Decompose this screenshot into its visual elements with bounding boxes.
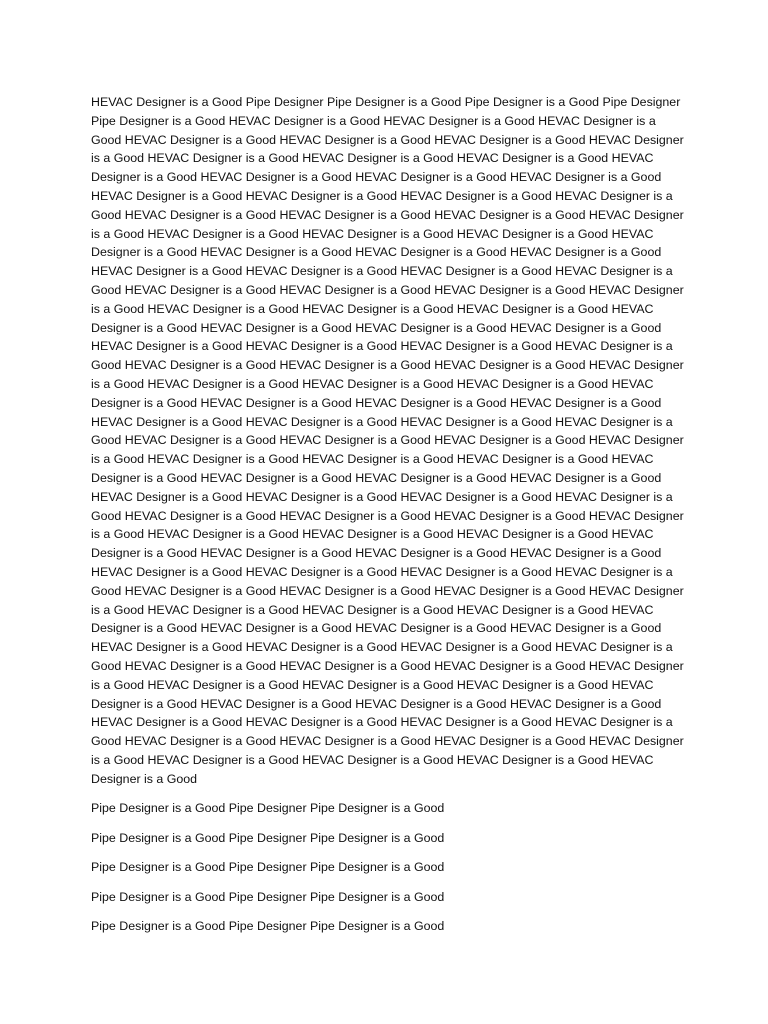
- short-line-list: [91, 799, 681, 935]
- paragraph-line: Designer is a Good HEVAC Designer is a Good HEVAC Designer is a Good HEVAC Designer is a Good: [91, 546, 662, 561]
- short-line: Pipe Designer is a Good Pipe Designer Pipe Designer is a Good: [91, 919, 445, 934]
- paragraph-line: is a Good HEVAC Designer is a Good HEVAC Designer is a Good HEVAC Designer is a Good HEVAC: [91, 602, 654, 617]
- paragraph-line: Good HEVAC Designer is a Good HEVAC Designer is a Good HEVAC Designer is a Good HEVAC Designer: [91, 658, 684, 673]
- paragraph-line: is a Good HEVAC Designer is a Good HEVAC Designer is a Good HEVAC Designer is a Good HEVAC: [91, 677, 654, 692]
- paragraph-line: Designer is a Good HEVAC Designer is a Good HEVAC Designer is a Good HEVAC Designer is a Good: [91, 696, 662, 711]
- paragraph-line: Designer is a Good: [91, 771, 198, 786]
- paragraph-line: Good HEVAC Designer is a Good HEVAC Designer is a Good HEVAC Designer is a Good HEVAC Designer: [91, 358, 684, 373]
- paragraph-line: HEVAC Designer is a Good Pipe Designer Pipe Designer is a Good Pipe Designer is a Good Pipe Designer: [91, 95, 681, 109]
- paragraph-line: Pipe Designer is a Good HEVAC Designer is a Good HEVAC Designer is a Good HEVAC Designer is a: [91, 113, 656, 128]
- paragraph-line: HEVAC Designer is a Good HEVAC Designer is a Good HEVAC Designer is a Good HEVAC Designer is a: [91, 715, 673, 730]
- paragraph-line: HEVAC Designer is a Good HEVAC Designer is a Good HEVAC Designer is a Good HEVAC Designer is a: [91, 489, 673, 504]
- paragraph-line: Designer is a Good HEVAC Designer is a Good HEVAC Designer is a Good HEVAC Designer is a Good: [91, 170, 662, 185]
- paragraph-line: Good HEVAC Designer is a Good HEVAC Designer is a Good HEVAC Designer is a Good HEVAC Designer: [91, 583, 684, 598]
- paragraph-line: Designer is a Good HEVAC Designer is a Good HEVAC Designer is a Good HEVAC Designer is a Good: [91, 470, 662, 485]
- paragraph-line: is a Good HEVAC Designer is a Good HEVAC Designer is a Good HEVAC Designer is a Good HEVAC: [91, 752, 654, 767]
- paragraph-line: Good HEVAC Designer is a Good HEVAC Designer is a Good HEVAC Designer is a Good HEVAC Designer: [91, 207, 684, 222]
- paragraph-line: HEVAC Designer is a Good HEVAC Designer is a Good HEVAC Designer is a Good HEVAC Designer is a: [91, 339, 673, 354]
- paragraph-line: HEVAC Designer is a Good HEVAC Designer is a Good HEVAC Designer is a Good HEVAC Designer is a: [91, 264, 673, 279]
- paragraph-line: Designer is a Good HEVAC Designer is a Good HEVAC Designer is a Good HEVAC Designer is a Good: [91, 320, 662, 335]
- short-line: Pipe Designer is a Good Pipe Designer Pipe Designer is a Good: [91, 801, 445, 816]
- short-line: Pipe Designer is a Good Pipe Designer Pipe Designer is a Good: [91, 889, 445, 904]
- paragraph-line: Designer is a Good HEVAC Designer is a Good HEVAC Designer is a Good HEVAC Designer is a Good: [91, 245, 662, 260]
- paragraph-line: is a Good HEVAC Designer is a Good HEVAC Designer is a Good HEVAC Designer is a Good HEVAC: [91, 376, 654, 391]
- paragraph-line: Designer is a Good HEVAC Designer is a Good HEVAC Designer is a Good HEVAC Designer is a Good: [91, 395, 662, 410]
- short-line: Pipe Designer is a Good Pipe Designer Pipe Designer is a Good: [91, 860, 445, 875]
- paragraph-line: Good HEVAC Designer is a Good HEVAC Designer is a Good HEVAC Designer is a Good HEVAC Designer: [91, 282, 684, 297]
- document-text-body: [91, 93, 684, 946]
- paragraph-line: HEVAC Designer is a Good HEVAC Designer is a Good HEVAC Designer is a Good HEVAC Designer is a: [91, 414, 673, 429]
- paragraph-line: is a Good HEVAC Designer is a Good HEVAC Designer is a Good HEVAC Designer is a Good HEVAC: [91, 151, 654, 166]
- paragraph-line: Designer is a Good HEVAC Designer is a Good HEVAC Designer is a Good HEVAC Designer is a Good: [91, 621, 662, 636]
- paragraph-line: is a Good HEVAC Designer is a Good HEVAC Designer is a Good HEVAC Designer is a Good HEVAC: [91, 527, 654, 542]
- paragraph-line: is a Good HEVAC Designer is a Good HEVAC Designer is a Good HEVAC Designer is a Good HEVAC: [91, 301, 654, 316]
- paragraph-line: HEVAC Designer is a Good HEVAC Designer is a Good HEVAC Designer is a Good HEVAC Designer is a: [91, 188, 673, 203]
- paragraph-line: HEVAC Designer is a Good HEVAC Designer is a Good HEVAC Designer is a Good HEVAC Designer is a: [91, 564, 673, 579]
- paragraph-line: Good HEVAC Designer is a Good HEVAC Designer is a Good HEVAC Designer is a Good HEVAC Designer: [91, 132, 684, 147]
- paragraph-line: HEVAC Designer is a Good HEVAC Designer is a Good HEVAC Designer is a Good HEVAC Designer is a: [91, 640, 673, 655]
- main-paragraph: [91, 93, 684, 788]
- paragraph-line: Good HEVAC Designer is a Good HEVAC Designer is a Good HEVAC Designer is a Good HEVAC Designer: [91, 433, 684, 448]
- paragraph-line: Good HEVAC Designer is a Good HEVAC Designer is a Good HEVAC Designer is a Good HEVAC Designer: [91, 508, 684, 523]
- paragraph-line: is a Good HEVAC Designer is a Good HEVAC Designer is a Good HEVAC Designer is a Good HEVAC: [91, 452, 654, 467]
- short-line: Pipe Designer is a Good Pipe Designer Pipe Designer is a Good: [91, 830, 445, 845]
- paragraph-line: Good HEVAC Designer is a Good HEVAC Designer is a Good HEVAC Designer is a Good HEVAC Designer: [91, 734, 684, 749]
- paragraph-line: is a Good HEVAC Designer is a Good HEVAC Designer is a Good HEVAC Designer is a Good HEVAC: [91, 226, 654, 241]
